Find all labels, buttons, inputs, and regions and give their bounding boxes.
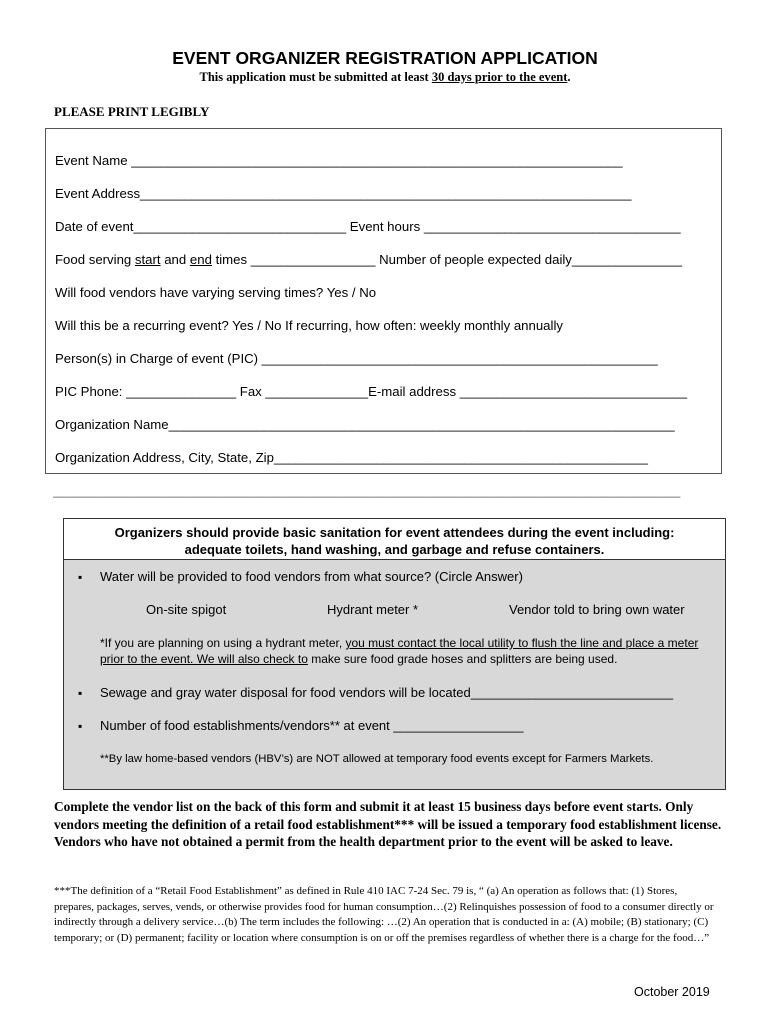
varying-times-question[interactable]: Will food vendors have varying serving times? Yes / No [55,285,377,300]
hydrant-note [100,635,700,667]
event-address-field[interactable]: Event Address___________________________________________________________________ [55,186,632,201]
submission-note [0,70,770,85]
submission-deadline: 30 days prior to the event [431,70,568,84]
food-serving-times-field[interactable] [55,252,682,267]
retail-food-definition: ***The definition of a “Retail Food Establishment” as defined in Rule 410 IAC 7-24 Sec. 79 is, “ (a) An operation as follows that: (1) Stores, prepares, packages, serves, vends, or otherwise provides food for human consumption…(2) Relinquishes possession of food to a consumer directly or indirectly through a delivery service…(b) The term includes the following: …(2) An operation that is conducted in a: (A) mobile; (B) stationary; (C) temporary; or (D) permanent; facility or location where consumption is on or off the premises regardless of whether there is a charge for the food…” [54,885,714,944]
option-hydrant-meter[interactable]: Hydrant meter * [327,602,419,617]
event-date-hours-field[interactable]: Date of event_____________________________ Event hours ___________________________________ [55,219,681,234]
bullet-icon: ▪ [78,686,83,700]
separator-line: ______________________________________________________________________________________________ [53,484,681,498]
vendor-list-instructions: Complete the vendor list on the back of this form and submit it at least 15 business days before event starts. Only vendors meeting the definition of a retail food establishment*** will be issued a temporary food establishment license. Vendors who have not obtained a permit from the health department prior to the event will be asked to leave. [54,799,722,849]
event-name-field[interactable]: Event Name ___________________________________________________________________ [55,153,623,168]
page-title: EVENT ORGANIZER REGISTRATION APPLICATION [172,48,598,68]
sanitation-heading-line2: adequate toilets, hand washing, and garbage and refuse containers. [184,542,605,557]
pic-field[interactable]: Person(s) in Charge of event (PIC) ______________________________________________________ [55,351,658,366]
submission-note-post: . [567,70,571,84]
option-vendor-water[interactable]: Vendor told to bring own water [509,602,685,617]
submission-note-pre: This application must be submitted at least [199,70,432,84]
hydrant-note-post: make sure food grade hoses and splitters are being used. [307,652,618,666]
hbv-note: **By law home-based vendors (HBV’s) are NOT allowed at temporary food events except for Farmers Markets. [100,753,654,765]
hydrant-note-pre: *If you are planning on using a hydrant meter, [100,636,346,650]
food-serving-label: Food serving [55,252,135,267]
print-legibly-note: PLEASE PRINT LEGIBLY [54,104,210,119]
bullet-icon: ▪ [78,719,83,733]
option-onsite-spigot[interactable]: On-site spigot [146,602,227,617]
and-label: and [160,252,190,267]
vendor-count-field[interactable]: Number of food establishments/vendors** at event __________________ [100,718,524,733]
hydrant-note-underlined: you must contact the local utility to flush the line and place a meter prior to the event. We will also check to [100,636,699,666]
organization-address-field[interactable]: Organization Address, City, State, Zip___________________________________________________ [55,450,648,465]
revision-date: October 2019 [634,985,710,999]
bullet-icon: ▪ [78,570,83,584]
times-people-label: times _________________ Number of people expected daily_______________ [211,252,682,267]
sanitation-box [63,518,726,790]
sewage-disposal-field[interactable]: Sewage and gray water disposal for food vendors will be located____________________________ [100,685,674,700]
organization-name-field[interactable]: Organization Name_____________________________________________________________________ [55,417,675,432]
recurring-event-question[interactable]: Will this be a recurring event? Yes / No If recurring, how often: weekly monthly annually [55,318,563,333]
water-source-question: Water will be provided to food vendors from what source? (Circle Answer) [100,569,523,584]
start-label: start [134,252,161,267]
sanitation-heading-line1: Organizers should provide basic sanitation for event attendees during the event including: [114,525,675,540]
end-label: end [189,252,212,267]
sanitation-heading [64,519,725,560]
pic-contact-field[interactable]: PIC Phone: _______________ Fax ______________E-mail address _______________________________ [55,384,688,399]
